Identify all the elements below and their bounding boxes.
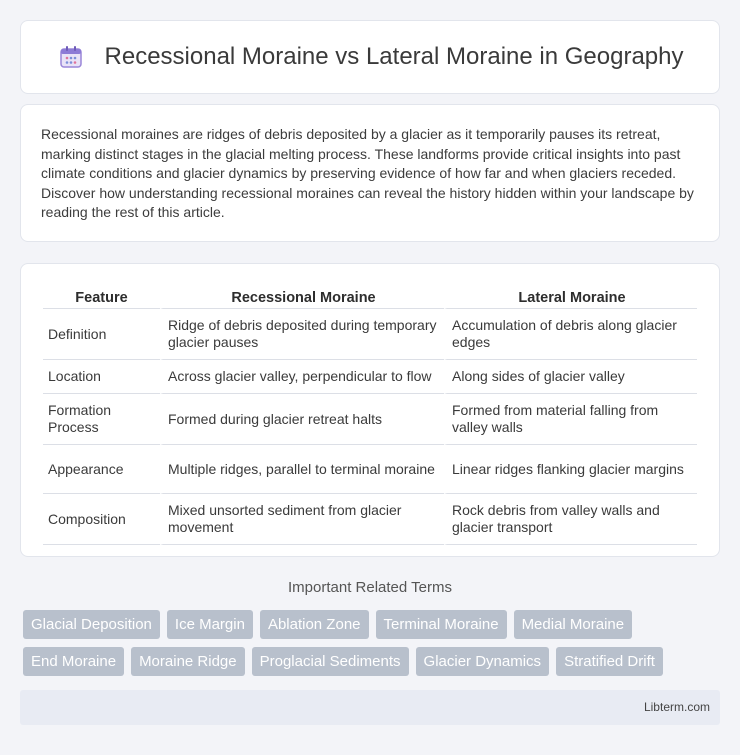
term-tag[interactable]: Medial Moraine [514,610,633,639]
term-tag[interactable]: Glacial Deposition [23,610,160,639]
cell-lateral: Linear ridges flanking glacier margins [444,445,697,494]
header-feature: Feature [43,284,160,309]
term-tag[interactable]: Terminal Moraine [376,610,507,639]
term-tag[interactable]: Ice Margin [167,610,253,639]
table-row [43,309,697,360]
comparison-table [43,284,697,545]
cell-lateral: Formed from material falling from valley walls [444,394,697,445]
footer-site-link[interactable]: Libterm.com [643,700,710,714]
cell-recessional: Formed during glacier retreat halts [160,394,444,445]
table-row [43,360,697,394]
intro-card [20,104,720,242]
cell-feature: Appearance [43,445,160,494]
calendar-icon [57,43,85,71]
cell-feature: Formation Process [43,394,160,445]
header-recessional: Recessional Moraine [160,284,444,309]
cell-recessional: Mixed unsorted sediment from glacier movement [160,494,444,545]
cell-recessional: Across glacier valley, perpendicular to flow [160,360,444,394]
related-terms-list [23,610,713,676]
intro-text: Recessional moraines are ridges of debris deposited by a glacier as it temporarily pauses its retreat, marking distinct stages in the glacial melting process. These landforms provide critical insights into past climate conditions and glacier dynamics by preserving evidence of how far and when glaciers receded. Discover how understanding recessional moraines can reveal the history hidden within your landscape by reading the rest of this article. [41,126,694,220]
table-row [43,494,697,545]
term-tag[interactable]: Proglacial Sediments [252,647,409,676]
term-tag[interactable]: Stratified Drift [556,647,663,676]
related-terms-title: Important Related Terms [288,579,452,596]
cell-feature: Definition [43,309,160,360]
table-header-row [43,284,697,309]
header-lateral: Lateral Moraine [444,284,697,309]
cell-lateral: Accumulation of debris along glacier edges [444,309,697,360]
cell-lateral: Rock debris from valley walls and glacier transport [444,494,697,545]
term-tag[interactable]: Moraine Ridge [131,647,245,676]
cell-recessional: Multiple ridges, parallel to terminal moraine [160,445,444,494]
cell-feature: Location [43,360,160,394]
title-card [20,20,720,94]
table-row [43,445,697,494]
cell-recessional: Ridge of debris deposited during temporary glacier pauses [160,309,444,360]
cell-feature: Composition [43,494,160,545]
footer [20,690,720,725]
table-row [43,394,697,445]
term-tag[interactable]: End Moraine [23,647,124,676]
comparison-card [20,263,720,557]
term-tag[interactable]: Ablation Zone [260,610,369,639]
page-title: Recessional Moraine vs Lateral Moraine in Geography [104,43,684,70]
term-tag[interactable]: Glacier Dynamics [416,647,550,676]
cell-lateral: Along sides of glacier valley [444,360,697,394]
